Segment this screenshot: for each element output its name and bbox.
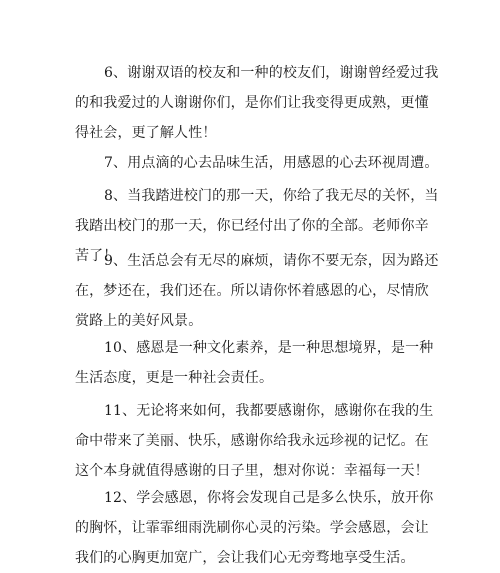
paragraph-8: 8、当我踏进校门的那一天，你给了我无尽的关怀，当我踏出校门的那一天，你已经付出了你的全部。老师你辛苦了！ [75, 188, 439, 264]
paragraph-10: 10、感恩是一种文化素养，是一种思想境界，是一种生活态度，更是一种社会责任。 [75, 340, 434, 386]
paragraph-11: 11、无论将来如何，我都要感谢你，感谢你在我的生命中带来了美丽、快乐，感谢你给我永远珍视的记忆。在这个本身就值得感谢的日子里，想对你说：幸福每一天！ [75, 403, 434, 479]
paragraph-6: 6、谢谢双语的校友和一种的校友们，谢谢曾经爱过我的和我爱过的人谢谢你们，是你们让我变得更成熟，更懂得社会，更了解人性！ [75, 65, 439, 141]
paragraph-7: 7、用点滴的心去品味生活，用感恩的心去环视周遭。 [104, 155, 439, 171]
paragraph-9: 9、生活总会有无尽的麻烦，请你不要无奈，因为路还在，梦还在，我们还在。所以请你怀着感恩的心，尽情欣赏路上的美好风景。 [75, 253, 439, 329]
paragraph-12: 12、学会感恩，你将会发现自己是多么快乐，放开你的胸怀，让霏霏细雨洗刷你心灵的污染。学会感恩，会让我们的心胸更加宽广，会让我们心无旁骛地享受生活。 [75, 490, 434, 566]
